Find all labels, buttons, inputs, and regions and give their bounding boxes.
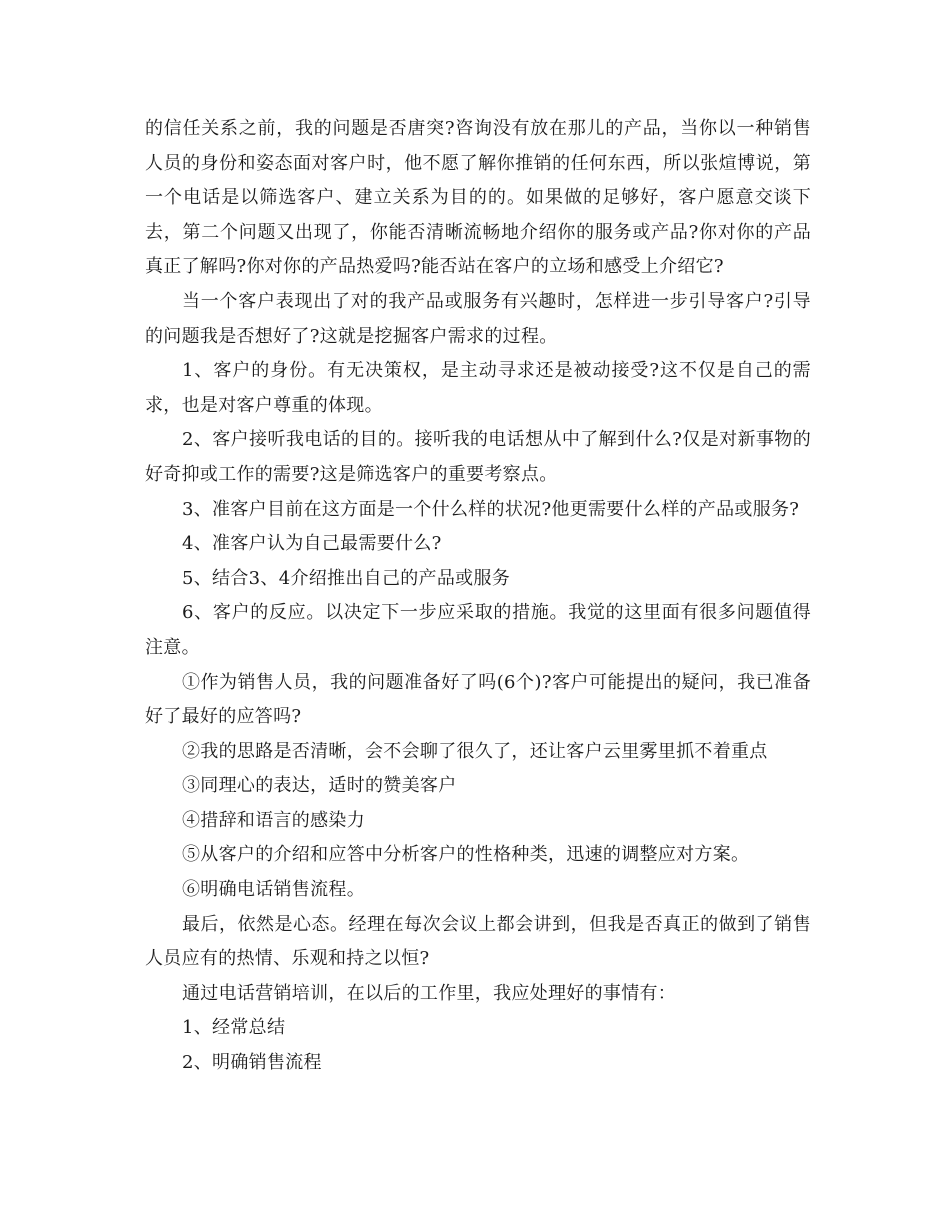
list-item-5: 5、结合3、4介绍推出自己的产品或服务	[182, 567, 511, 589]
todo-item-1: 1、经常总结	[182, 1017, 286, 1039]
sub-item-4: ④措辞和语言的感染力	[182, 809, 365, 831]
list-item-3: 3、准客户目前在这方面是一个什么样的状况?他更需要什么样的产品或服务?	[182, 498, 800, 520]
list-item-1: 1、客户的身份。有无决策权，是主动寻求还是被动接受?这不仅是自己的需求，也是对客户尊重的体现。	[145, 360, 811, 416]
paragraph-guide-customer: 当一个客户表现出了对的我产品或服务有兴趣时，怎样进一步引导客户?引导的问题我是否想好了?这就是挖掘客户需求的过程。	[145, 290, 811, 347]
sub-item-6: ⑥明确电话销售流程。	[182, 879, 365, 901]
paragraph-training-summary: 通过电话营销培训，在以后的工作里，我应处理好的事情有：	[182, 982, 677, 1004]
paragraph-mindset: 最后，依然是心态。经理在每次会议上都会讲到，但我是否真正的做到了销售人员应有的热情、乐观和持之以恒?	[145, 913, 811, 970]
todo-item-2: 2、明确销售流程	[182, 1052, 322, 1074]
sub-item-2: ②我的思路是否清晰，会不会聊了很久了，还让客户云里雾里抓不着重点	[182, 740, 768, 762]
paragraph-intro-continued: 的信任关系之前，我的问题是否唐突?咨询没有放在那儿的产品，当你以一种销售人员的身份和姿态面对客户时，他不愿了解你推销的任何东西，所以张煊博说，第一个电话是以筛选客户、建立关系为目的的。如果做的足够好，客户愿意交谈下去，第二个问题又出现了，你能否清晰流畅地介绍你的服务或产品?你对你的产品真正了解吗?你对你的产品热爱吗?能否站在客户的立场和感受上介绍它?	[145, 118, 811, 278]
document-body	[145, 112, 811, 1081]
sub-item-5: ⑤从客户的介绍和应答中分析客户的性格种类，迅速的调整应对方案。	[182, 844, 750, 866]
list-item-4: 4、准客户认为自己最需要什么?	[182, 533, 442, 555]
sub-item-3: ③同理心的表达，适时的赞美客户	[182, 775, 457, 797]
list-item-6: 6、客户的反应。以决定下一步应采取的措施。我觉的这里面有很多问题值得注意。	[145, 602, 811, 658]
sub-item-1: ①作为销售人员，我的问题准备好了吗(6个)?客户可能提出的疑问，我已准备好了最好的应答吗?	[145, 671, 811, 728]
list-item-2: 2、客户接听我电话的目的。接听我的电话想从中了解到什么?仅是对新事物的好奇抑或工作的需要?这是筛选客户的重要考察点。	[145, 429, 811, 485]
